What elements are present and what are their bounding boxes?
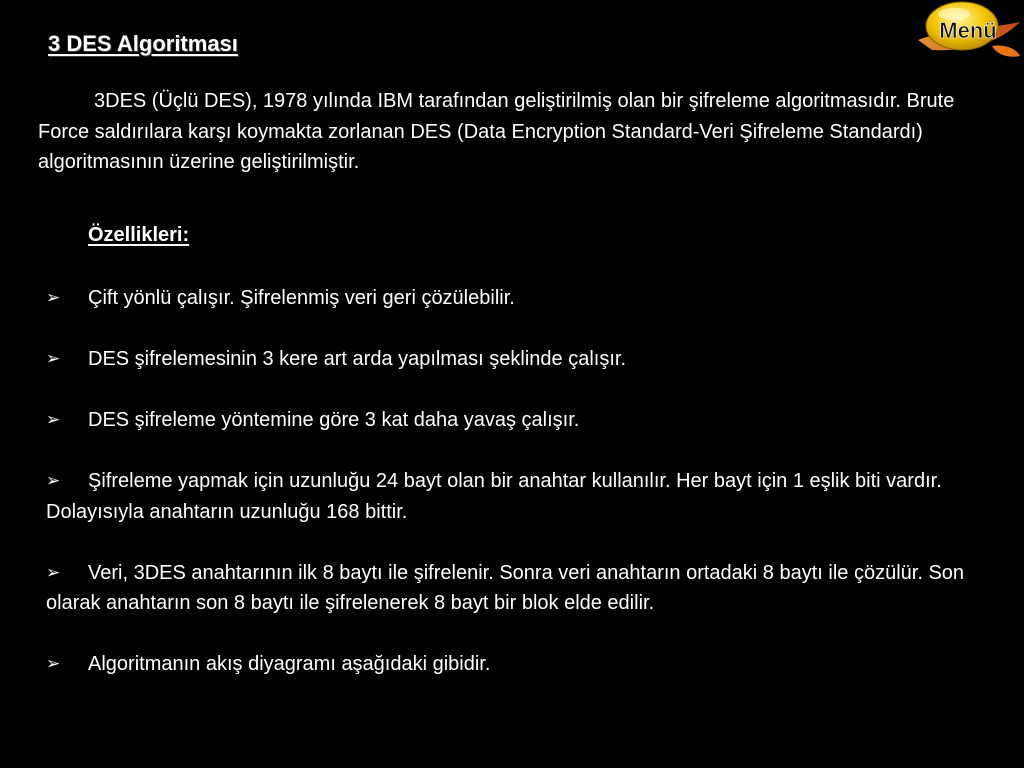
list-item <box>46 466 966 527</box>
list-item-text: Algoritmanın akış diyagramı aşağıdaki gibidir. <box>88 653 491 675</box>
arrow-bullet-icon: ➢ <box>46 410 61 429</box>
list-item-text: Çift yönlü çalışır. Şifrelenmiş veri geri çözülebilir. <box>88 287 515 309</box>
slide-title: 3 DES Algoritması <box>48 31 238 56</box>
menu-logo-icon <box>912 0 1024 66</box>
list-item <box>46 558 966 619</box>
arrow-bullet-icon: ➢ <box>46 288 61 307</box>
arrow-bullet-icon: ➢ <box>46 349 61 368</box>
arrow-bullet-icon: ➢ <box>46 654 61 673</box>
list-item <box>46 344 966 375</box>
feature-list <box>46 283 966 710</box>
arrow-bullet-icon: ➢ <box>46 471 61 490</box>
menu-button[interactable] <box>912 0 1024 66</box>
list-item-text: Veri, 3DES anahtarının ilk 8 baytı ile şifrelenir. Sonra veri anahtarın ortadaki 8 baytı ile çözülür. Son olarak anahtarın son 8 baytı ile şifrelenerek 8 bayt bir blok elde edilir. <box>46 561 965 614</box>
list-item-text: DES şifreleme yöntemine göre 3 kat daha yavaş çalışır. <box>88 409 580 431</box>
intro-paragraph <box>38 86 983 178</box>
features-heading: Özellikleri: <box>88 224 190 246</box>
list-item-text: DES şifrelemesinin 3 kere art arda yapılması şeklinde çalışır. <box>88 348 626 370</box>
list-item <box>46 405 966 436</box>
menu-button-label: Menü <box>939 18 997 43</box>
intro-text: 3DES (Üçlü DES), 1978 yılında IBM tarafından geliştirilmiş olan bir şifreleme algoritmasıdır. Brute Force saldırılara karşı koymakta zorlanan DES (Data Encryption Standard-Veri Şifreleme Standardı) algoritmasının üzerine geliştirilmiştir. <box>38 90 955 173</box>
list-item <box>46 649 966 680</box>
list-item-text: Şifreleme yapmak için uzunluğu 24 bayt olan bir anahtar kullanılır. Her bayt için 1 eşlik biti vardır. Dolayısıyla anahtarın uzunluğu 168 bittir. <box>46 470 942 523</box>
arrow-bullet-icon: ➢ <box>46 562 61 582</box>
list-item <box>46 283 966 314</box>
